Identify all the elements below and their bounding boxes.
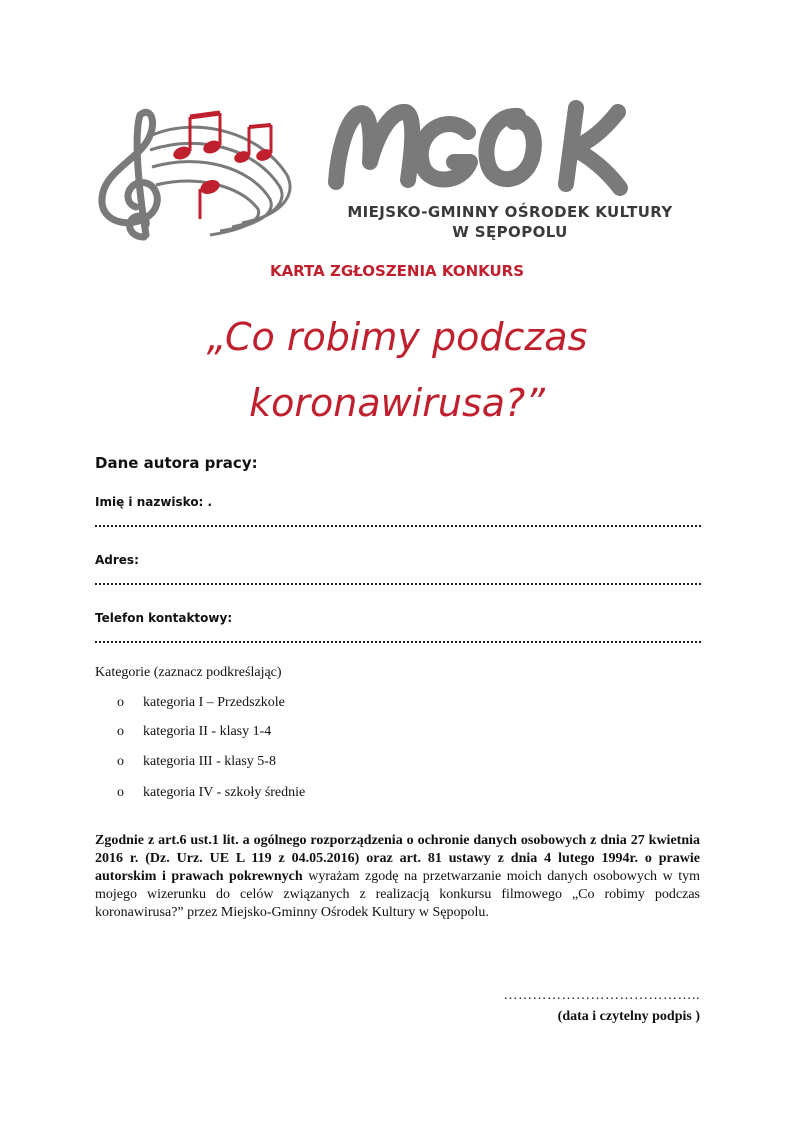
address-field-line[interactable]: [95, 583, 701, 586]
name-field-label: Imię i nazwisko: .: [95, 495, 213, 509]
consent-normal-text: wyrażam zgodę na przetwarzanie moich danych osobowych w tym mojego wizerunku do celów związanych z realizacją konkursu filmowego „Co robimy podczas koronawirusa?” przez Miejsko-Gminny Ośrodek Kultury w Sępopolu.: [95, 869, 700, 920]
phone-field-label: Telefon kontaktowy:: [95, 611, 233, 625]
bullet-circle-icon: o: [117, 695, 124, 710]
category-item-4[interactable]: [117, 785, 305, 801]
name-field-line[interactable]: [95, 525, 701, 528]
category-label: kategoria IV - szkoły średnie: [143, 785, 306, 800]
category-label: kategoria III - klasy 5-8: [143, 754, 276, 769]
contest-title-line1: „Co robimy podczas: [206, 315, 588, 359]
category-label: kategoria I – Przedszkole: [143, 695, 285, 710]
bullet-circle-icon: o: [117, 724, 124, 739]
category-item-2[interactable]: [117, 724, 271, 740]
contest-title: [0, 304, 794, 436]
form-title: KARTA ZGŁOSZENIA KONKURS: [269, 262, 525, 280]
bullet-circle-icon: o: [117, 754, 124, 769]
signature-caption: (data i czytelny podpis ): [557, 1009, 700, 1024]
author-section-heading: Dane autora pracy:: [95, 454, 258, 472]
category-item-1[interactable]: [117, 695, 285, 711]
phone-field-line[interactable]: [95, 641, 701, 644]
bullet-circle-icon: o: [117, 785, 124, 800]
signature-line[interactable]: …………………………………..: [503, 988, 700, 1003]
consent-paragraph: [95, 832, 700, 922]
address-field-label: Adres:: [95, 553, 139, 567]
categories-heading: Kategorie (zaznacz podkreślając): [95, 665, 282, 680]
category-item-3[interactable]: [117, 754, 276, 770]
consent-bold-text: Zgodnie z art.6 ust.1 lit. a ogólnego rozporządzenia o ochronie danych osobowych z dnia 27 kwietnia 2016 r. (Dz. Urz. UE L 119 z 04.05.2016) oraz art. 81 ustawy z dnia 4 lutego 1994r. o prawie autorskim i prawach pokrewnych: [95, 833, 700, 884]
contest-title-line2: koronawirusa?”: [249, 381, 545, 425]
logo-text-line2: W SĘPOPOLU: [452, 223, 568, 241]
logo-music-notes-icon: [92, 95, 297, 245]
logo-script-lettering: [318, 92, 710, 204]
logo-text-line1: MIEJSKO-GMINNY OŚRODEK KULTURY: [347, 203, 673, 221]
category-label: kategoria II - klasy 1-4: [143, 724, 272, 739]
